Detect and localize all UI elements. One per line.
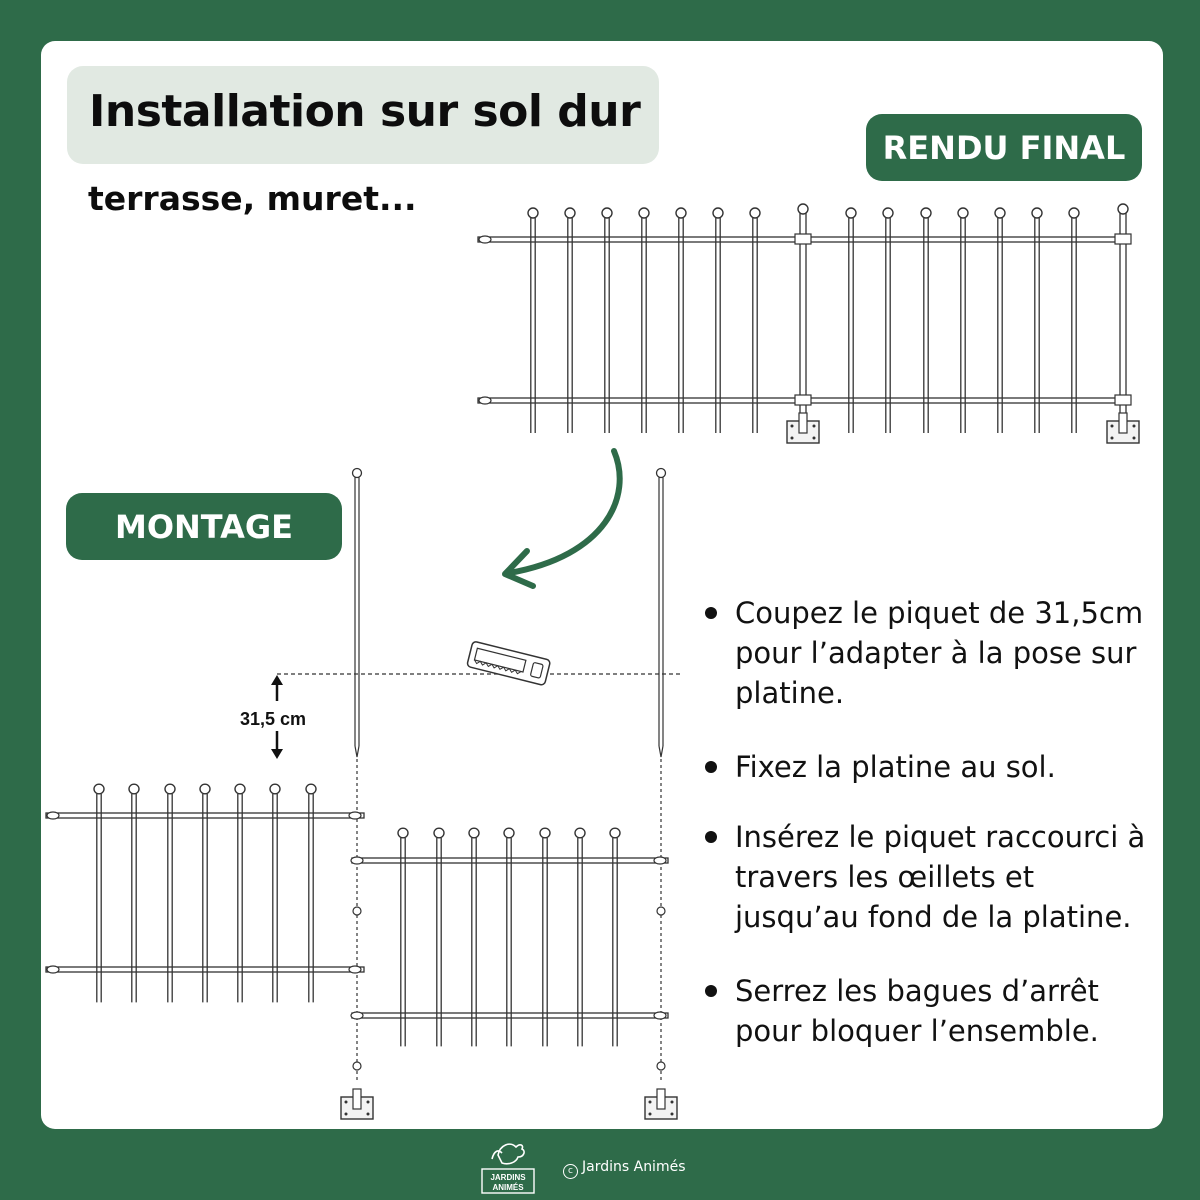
montage-panel-left: [46, 784, 364, 1002]
instruction-list: [703, 593, 1153, 1085]
copyright-text: [563, 1159, 686, 1179]
rooster-logo-icon: [480, 1137, 536, 1195]
step-text: Fixez la platine au sol.: [735, 750, 1056, 784]
list-item: [703, 817, 1153, 937]
step-text: Serrez les bagues d’arrêt pour bloquer l’ensemble.: [735, 974, 1099, 1048]
final-fence: [478, 204, 1139, 443]
step-text: Insérez le piquet raccourci à travers les œillets et jusqu’au fond de la platine.: [735, 820, 1146, 934]
svg-text:JARDINS: JARDINS: [490, 1173, 526, 1182]
step-text: Coupez le piquet de 31,5cm pour l’adapter à la pose sur platine.: [735, 596, 1144, 710]
page-title: Installation sur sol dur: [89, 86, 641, 137]
bullet-icon: [705, 761, 717, 773]
bullet-icon: [705, 985, 717, 997]
copyright-icon: c: [563, 1164, 578, 1179]
svg-text:ANIMÉS: ANIMÉS: [492, 1183, 524, 1192]
measure-label: 31,5 cm: [239, 709, 307, 729]
badge-rendu-final: RENDU FINAL: [866, 114, 1142, 181]
bullet-icon: [705, 831, 717, 843]
saw-icon: [467, 641, 551, 686]
list-item: [703, 747, 1153, 787]
bullet-icon: [705, 607, 717, 619]
montage-panel-right: [341, 828, 677, 1119]
footer: [0, 1129, 1200, 1200]
badge-montage: MONTAGE: [66, 493, 342, 560]
page-subtitle: terrasse, muret...: [88, 179, 417, 218]
copyright-label: Jardins Animés: [582, 1159, 686, 1175]
list-item: [703, 593, 1153, 713]
title-box: [67, 66, 659, 164]
list-item: [703, 971, 1153, 1051]
infographic-card: [41, 41, 1163, 1129]
